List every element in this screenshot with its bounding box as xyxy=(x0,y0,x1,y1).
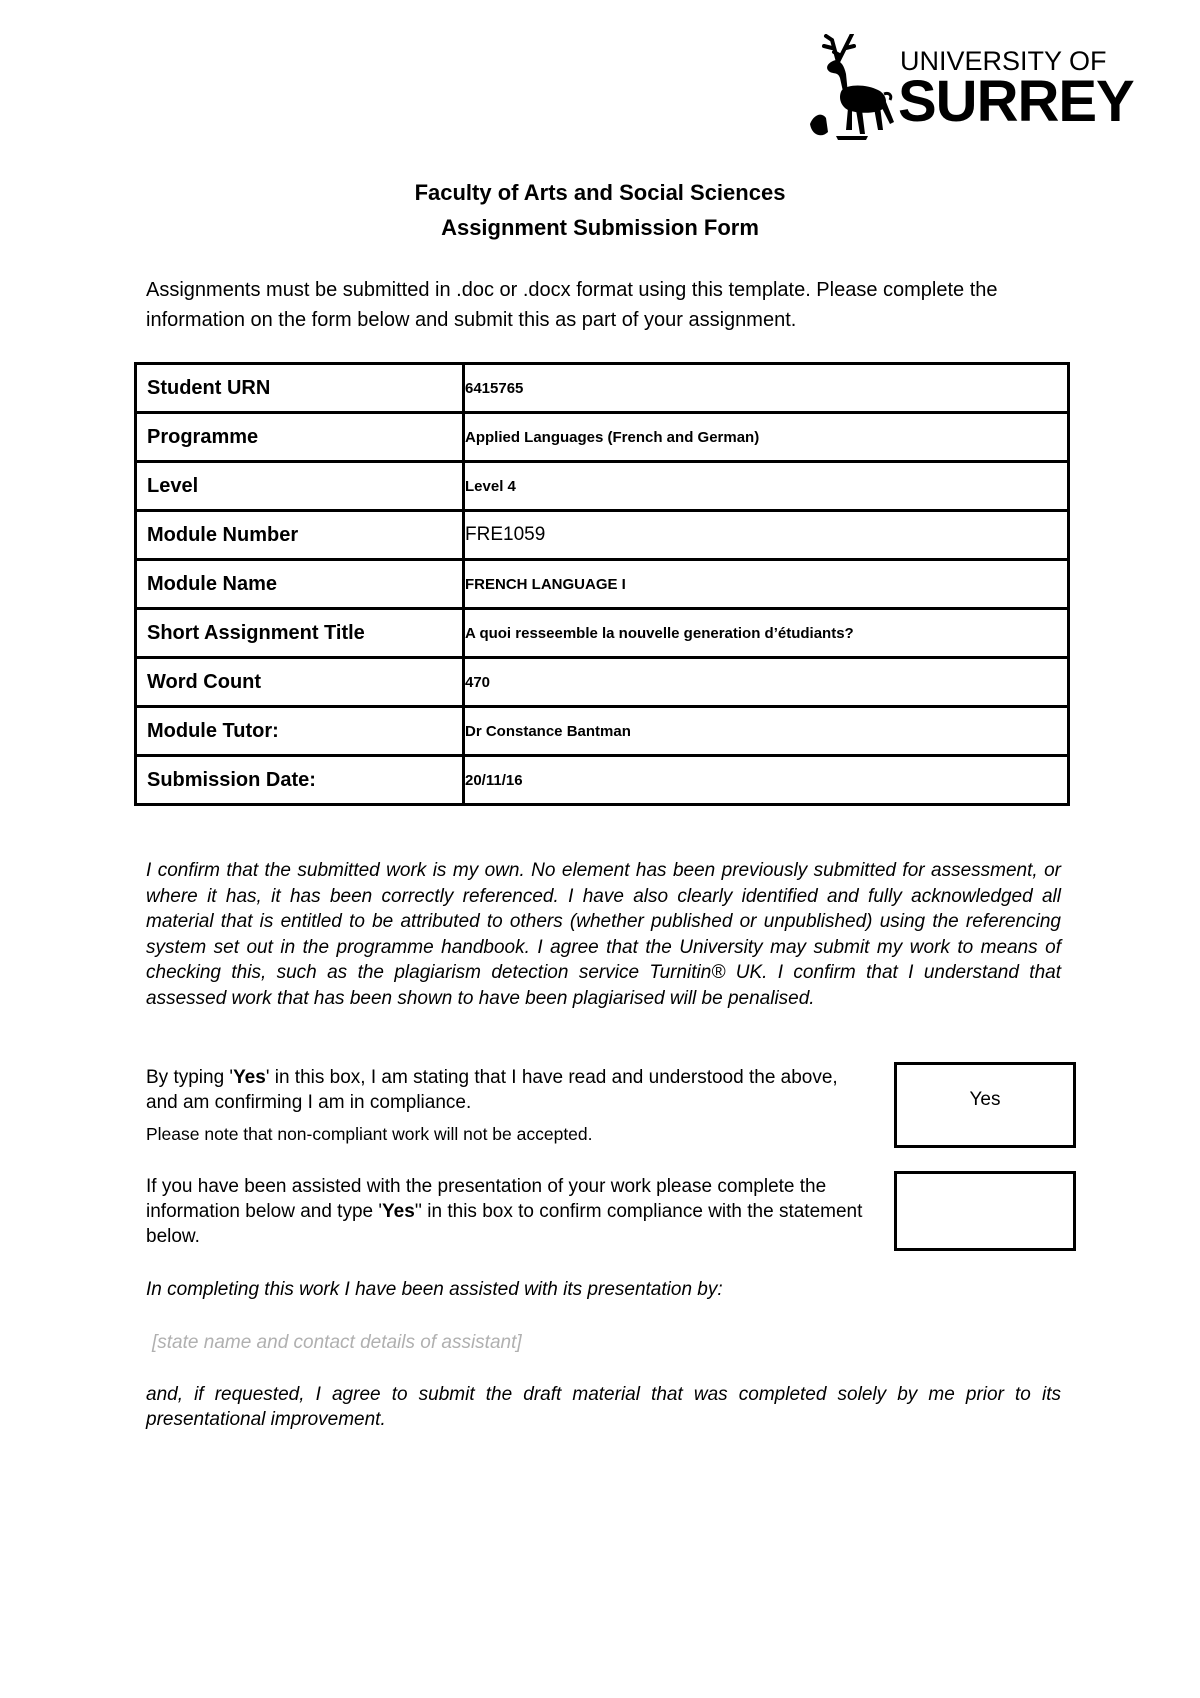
table-row xyxy=(136,707,1069,756)
assistance-yes-word: Yes xyxy=(382,1201,415,1222)
row-label: Submission Date: xyxy=(136,756,464,805)
table-row xyxy=(136,511,1069,560)
intro-text: Assignments must be submitted in .doc or .docx format using this template. Please complete the information on the form below and submit this as part of your assignment. xyxy=(146,279,998,331)
row-label: Module Tutor: xyxy=(136,707,464,756)
compliance-text-before: By typing ' xyxy=(146,1067,234,1088)
stag-emblem-icon xyxy=(808,34,898,144)
row-label: Word Count xyxy=(136,658,464,707)
submission-date-value: 20/11/16 xyxy=(464,756,1069,805)
assistance-confirmation-box[interactable] xyxy=(894,1171,1076,1251)
non-compliance-note: Please note that non-compliant work will not be accepted. xyxy=(146,1124,593,1144)
level-value: Level 4 xyxy=(464,462,1069,511)
word-count-value: 470 xyxy=(464,658,1069,707)
draft-agreement-statement: and, if requested, I agree to submit the draft material that was completed solely by me prior to its presentational improvement. xyxy=(146,1384,1061,1430)
faculty-title: Faculty of Arts and Social Sciences xyxy=(414,180,786,205)
logo-text-university-of: UNIVERSITY OF xyxy=(900,46,1107,76)
table-row xyxy=(136,364,1069,413)
row-label: Module Number xyxy=(136,511,464,560)
compliance-text-after: ' in this box, I am stating that I have read and understood the above, and am confirming I am in compliance. xyxy=(146,1067,838,1113)
row-label: Short Assignment Title xyxy=(136,609,464,658)
programme-value: Applied Languages (French and German) xyxy=(464,413,1069,462)
submission-details-table xyxy=(134,362,1070,806)
table-row xyxy=(136,413,1069,462)
assistant-details-field[interactable]: [state name and contact details of assistant] xyxy=(152,1332,522,1353)
compliance-statement xyxy=(146,1065,866,1115)
row-label: Programme xyxy=(136,413,464,462)
module-number-value: FRE1059 xyxy=(464,511,1069,560)
assistance-text-after: '' in this box to confirm compliance with the statement below. xyxy=(146,1201,863,1247)
compliance-confirmation-box[interactable]: Yes xyxy=(894,1062,1076,1148)
module-name-value: FRENCH LANGUAGE I xyxy=(464,560,1069,609)
assistance-text-before: If you have been assisted with the presentation of your work please complete the information below and type ' xyxy=(146,1176,827,1222)
assisted-by-statement: In completing this work I have been assisted with its presentation by: xyxy=(146,1279,723,1300)
table-row xyxy=(136,658,1069,707)
university-logo xyxy=(808,34,1134,144)
assignment-title-value: A quoi resseemble la nouvelle generation d’étudiants? xyxy=(464,609,1069,658)
declaration-statement: I confirm that the submitted work is my own. No element has been previously submitted for assessment, or where it has, it has been correctly referenced. I have also clearly identified and fully acknowledged all material that is entitled to be attributed to others (whether published or unpublished) using the referencing system set out in the programme handbook. I agree that the University may submit my work to means of checking this, such as the plagiarism detection service Turnitin® UK. I confirm that I understand that assessed work that has been shown to have been plagiarised will be penalised. xyxy=(146,860,1061,1009)
compliance-yes-word: Yes xyxy=(233,1067,266,1088)
row-label: Student URN xyxy=(136,364,464,413)
form-title: Assignment Submission Form xyxy=(441,215,759,240)
table-row xyxy=(136,462,1069,511)
table-row xyxy=(136,609,1069,658)
row-label: Level xyxy=(136,462,464,511)
row-label: Module Name xyxy=(136,560,464,609)
assistance-statement xyxy=(146,1174,866,1249)
student-urn-value: 6415765 xyxy=(464,364,1069,413)
module-tutor-value: Dr Constance Bantman xyxy=(464,707,1069,756)
table-row xyxy=(136,756,1069,805)
table-row xyxy=(136,560,1069,609)
logo-text-surrey: SURREY xyxy=(898,69,1134,134)
